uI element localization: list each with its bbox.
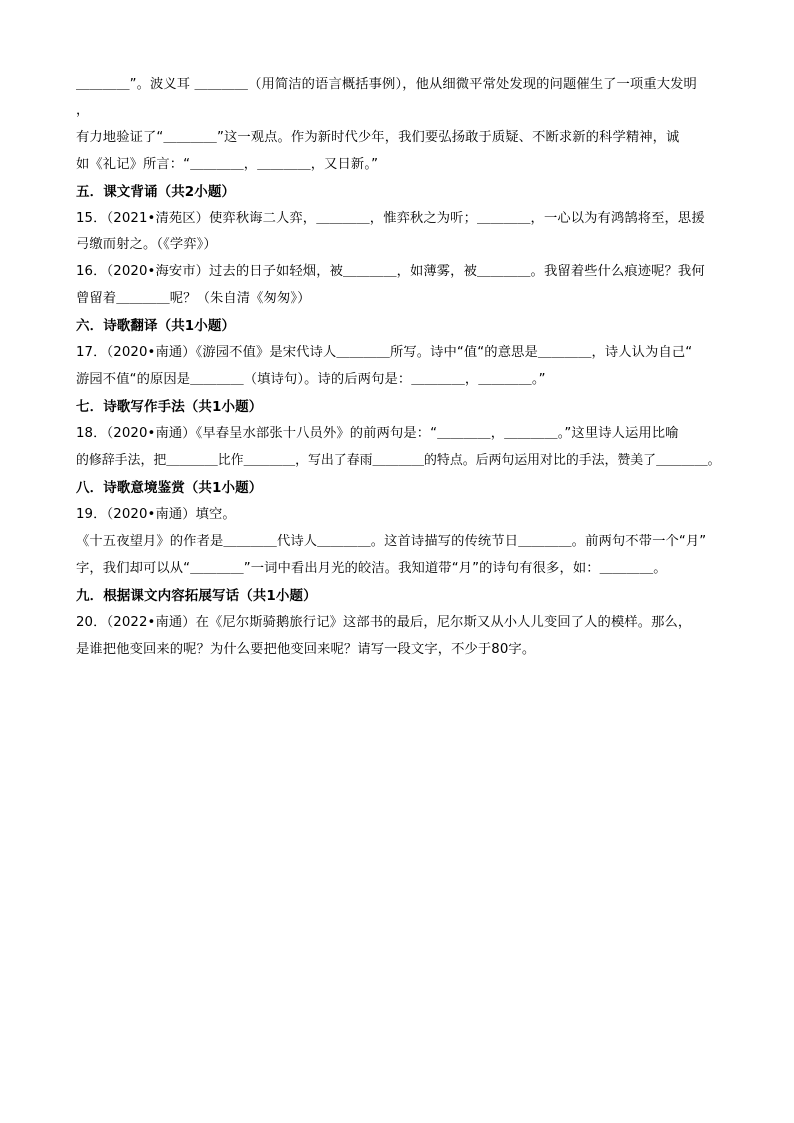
question-20-line-1: 20．（2022•南通）在《尼尔斯骑鹅旅行记》这部书的最后，尼尔斯又从小人儿变回了人的模样。那么， [76,615,692,630]
section-heading-recitation: 五．课文背诵（共2小题） [76,184,236,200]
section-heading-extended-writing: 九．根据课文内容拓展写话（共1小题） [76,588,317,604]
text-line-q14-comma: ， [76,103,90,118]
question-19-line-3: 字，我们却可以从“＿＿＿＿”一词中看出月光的皎洁。我知道带“月”的诗句有很多，如：＿＿＿＿。 [76,561,667,576]
question-16-line-2: 曾留着＿＿＿＿呢？（朱自清《匆匆》） [76,291,311,306]
text-line-q14-point: 有力地验证了“＿＿＿＿”这一观点。作为新时代少年，我们要弘扬敢于质疑、不断求新的科学精神，诚 [76,130,680,145]
question-18-line-2: 的修辞手法，把＿＿＿＿比作＿＿＿＿，写出了春雨＿＿＿＿的特点。后两句运用对比的手法，赞美了＿＿＿＿。 [76,453,721,468]
question-17-line-1: 17．（2020•南通）《游园不值》是宋代诗人＿＿＿＿所写。诗中“值“的意思是＿＿＿＿，诗人认为自己“ [76,345,693,360]
question-18-line-1: 18．（2020•南通）《早春呈水部张十八员外》的前两句是：“＿＿＿＿，＿＿＿＿。”这里诗人运用比喻 [76,426,679,441]
question-20-line-2: 是谁把他变回来的呢？为什么要把他变回来呢？请写一段文字，不少于80字。 [76,642,536,657]
question-16-line-1: 16．（2020•海安市）过去的日子如轻烟，被＿＿＿＿，如薄雾，被＿＿＿＿。我留着些什么痕迹呢？我何 [76,264,705,279]
question-19-line-1: 19．（2020•南通）填空。 [76,507,236,522]
section-heading-poem-appreciation: 八．诗歌意境鉴赏（共1小题） [76,480,263,496]
section-heading-poem-technique: 七．诗歌写作手法（共1小题） [76,399,263,415]
text-line-q14-liji: 如《礼记》所言：“＿＿＿＿，＿＿＿＿，又日新。” [76,157,379,172]
question-15-line-2: 弓缴而射之。（《学弈》） [76,237,217,252]
question-15-line-1: 15．（2021•清苑区）使弈秋诲二人弈，＿＿＿＿，惟弈秋之为听；＿＿＿＿，一心以为有鸿鹄将至，思援 [76,211,705,226]
text-line-q14-continued: ＿＿＿＿”。波义耳 ＿＿＿＿（用简洁的语言概括事例），他从细微平常处发现的问题催生了一项重大发明 [76,77,697,92]
question-17-line-2: 游园不值“的原因是＿＿＿＿（填诗句）。诗的后两句是：＿＿＿＿，＿＿＿＿。” [76,372,546,387]
question-19-line-2: 《十五夜望月》的作者是＿＿＿＿代诗人＿＿＿＿。这首诗描写的传统节日＿＿＿＿。前两句不带一个“月” [76,534,707,549]
section-heading-poem-translation: 六．诗歌翻译（共1小题） [76,318,236,334]
